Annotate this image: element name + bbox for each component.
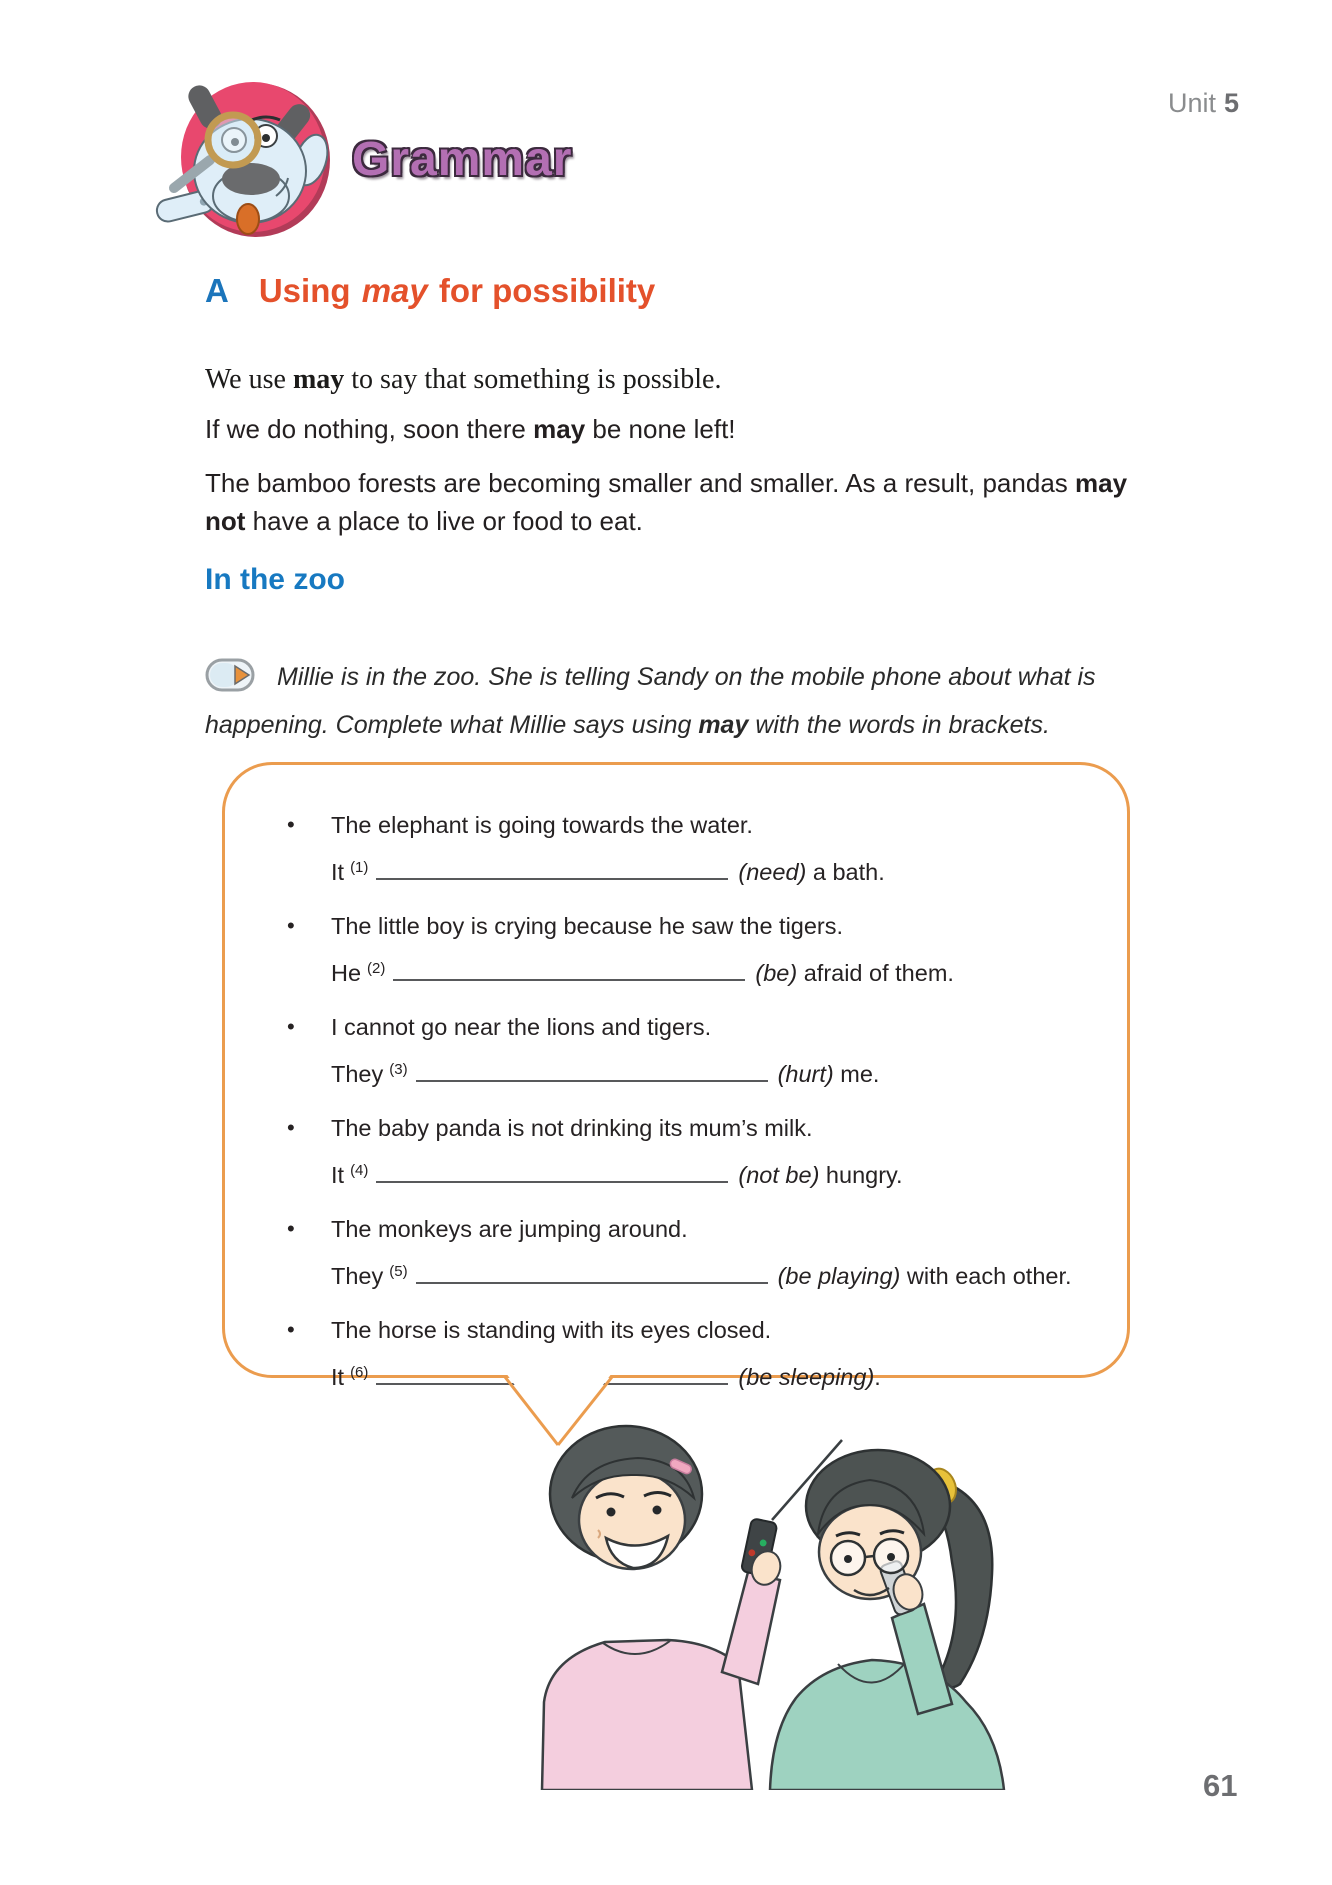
item-number: (3) — [389, 1061, 408, 1078]
exercise-heading: In the zoo — [205, 563, 345, 596]
item-number: (5) — [389, 1263, 408, 1280]
item-pronoun: He — [331, 960, 362, 986]
answer-blank-5[interactable] — [416, 1268, 768, 1284]
item-after: a bath. — [806, 859, 885, 885]
bullet-dot: • — [287, 1216, 295, 1241]
item-hint: (hurt) — [777, 1061, 834, 1087]
exercise-item-5 — [287, 1213, 1087, 1296]
answer-blank-1[interactable] — [376, 864, 728, 880]
item-hint: (not be) — [738, 1162, 820, 1188]
bullet-dot: • — [287, 913, 295, 938]
item-after: me. — [833, 1061, 880, 1087]
exercise-item-1 — [287, 809, 1087, 892]
item-statement: The horse is standing with its eyes closed. — [331, 1317, 772, 1343]
item-after: hungry. — [819, 1162, 903, 1188]
bullet-dot: • — [287, 1115, 295, 1140]
bullet-dot: • — [287, 1014, 295, 1039]
heading-italic-word: may — [361, 272, 428, 309]
item-pronoun: They — [331, 1263, 384, 1289]
bullet-dot: • — [287, 1317, 295, 1342]
speech-bubble — [222, 762, 1130, 1390]
item-pronoun: It — [331, 859, 345, 885]
exercise-item-2 — [287, 910, 1087, 993]
item-after: afraid of them. — [797, 960, 954, 986]
section-a-heading: A Using may for possibility — [205, 272, 656, 309]
example-sentence-2: The bamboo forests are becoming smaller and smaller. As a result, pandas may not have a place to live or food to eat. — [205, 468, 1128, 536]
item-statement: I cannot go near the lions and tigers. — [331, 1014, 712, 1040]
audio-play-icon[interactable] — [205, 658, 255, 705]
answer-blank-2[interactable] — [393, 965, 745, 981]
page-title: Grammar — [352, 133, 573, 186]
exercise-instructions: Millie is in the zoo. She is telling Sandy on the mobile phone about what is happening. Complete what Millie says using may with the words in brackets. — [205, 657, 1155, 746]
unit-number: 5 — [1224, 88, 1240, 118]
rule-text: We use may to say that something is possible. — [205, 364, 722, 395]
unit-tag — [1168, 88, 1239, 119]
item-number: (4) — [350, 1162, 369, 1179]
exercise-item-4 — [287, 1112, 1087, 1195]
bullet-dot: • — [287, 812, 295, 837]
item-hint: (need) — [738, 859, 807, 885]
item-statement: The baby panda is not drinking its mum’s milk. — [331, 1115, 813, 1141]
item-number: (1) — [350, 859, 369, 876]
exercise-item-6 — [287, 1314, 1087, 1397]
item-after: with each other. — [900, 1263, 1072, 1289]
item-number: (6) — [350, 1364, 369, 1381]
item-hint: (be sleeping) — [738, 1364, 875, 1390]
exercise-item-3 — [287, 1011, 1087, 1094]
item-hint: (be) — [755, 960, 798, 986]
dog-magnifier-logo — [148, 76, 340, 251]
item-pronoun: It — [331, 1162, 345, 1188]
millie-sandy-phones-illustration — [440, 1402, 1030, 1795]
item-after: . — [874, 1364, 881, 1390]
item-pronoun: It — [331, 1364, 345, 1390]
item-statement: The elephant is going towards the water. — [331, 812, 753, 838]
item-pronoun: They — [331, 1061, 384, 1087]
item-number: (2) — [367, 960, 386, 977]
section-letter: A — [205, 272, 229, 309]
unit-label: Unit — [1168, 88, 1217, 118]
item-statement: The little boy is crying because he saw the tigers. — [331, 913, 844, 939]
page-number: 61 — [1203, 1768, 1238, 1803]
item-hint: (be playing) — [777, 1263, 901, 1289]
answer-blank-3[interactable] — [416, 1066, 768, 1082]
answer-blank-4[interactable] — [376, 1167, 728, 1183]
item-statement: The monkeys are jumping around. — [331, 1216, 688, 1242]
example-sentence-1: If we do nothing, soon there may be none left! — [205, 414, 736, 444]
